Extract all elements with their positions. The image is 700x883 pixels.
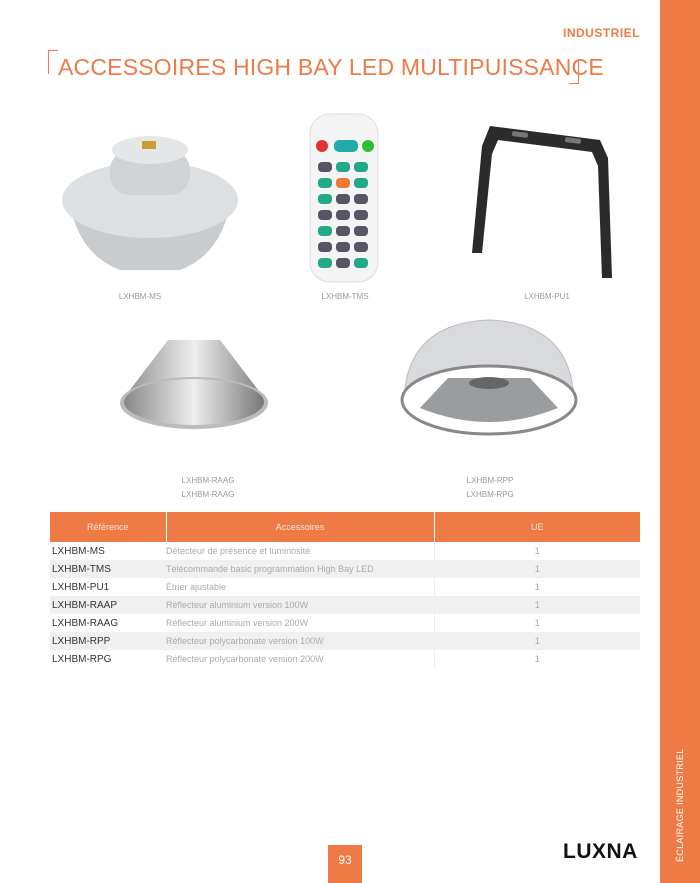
bracket-image: [460, 118, 620, 283]
table-row: [50, 650, 640, 668]
caption-line: LXHBM-RAAG: [181, 490, 235, 499]
caption-line: LXHBM-RAAG: [181, 476, 235, 485]
table-row: [50, 560, 640, 578]
accessories-table: [50, 512, 640, 668]
cell-ref: LXHBM-TMS: [50, 560, 166, 578]
page-number: 93: [328, 845, 362, 883]
table-row: [50, 614, 640, 632]
table-row: [50, 632, 640, 650]
cell-ref: LXHBM-RPP: [50, 632, 166, 650]
caption-line: LXHBM-RPG: [466, 490, 514, 499]
table-row: [50, 596, 640, 614]
luxna-logo: LUXNA: [563, 840, 638, 863]
cell-ue: 1: [434, 614, 640, 632]
cell-ue: 1: [434, 542, 640, 560]
polycarbonate-reflector-image: [398, 318, 580, 448]
table-header: [50, 512, 640, 542]
title-bracket: [48, 50, 58, 74]
cell-ref: LXHBM-RAAP: [50, 596, 166, 614]
cell-acc: Télécommande basic programmation High Bay LED: [166, 560, 434, 578]
cell-ue: 1: [434, 596, 640, 614]
header-reference: Référence: [50, 512, 166, 542]
section-label: INDUSTRIEL: [563, 26, 640, 40]
cell-acc: Réflecteur aluminium version 200W: [166, 618, 309, 628]
remote-image: [308, 112, 380, 284]
cell-ue: 1: [434, 650, 640, 668]
header-ue: UE: [434, 512, 640, 542]
cell-acc: Réflecteur polycarbonate version 200W: [166, 654, 324, 664]
product-caption: LXHBM-PU1: [524, 292, 570, 301]
product-caption: [138, 474, 278, 502]
table-row: [50, 578, 640, 596]
cell-ue: 1: [434, 578, 640, 596]
side-label: ÉCLAIRAGE INDUSTRIEL: [675, 748, 685, 862]
header-accessories: Accessoires: [166, 512, 434, 542]
page-title: ACCESSOIRES HIGH BAY LED MULTIPUISSANCE: [58, 54, 604, 80]
product-caption: LXHBM-MS: [118, 292, 162, 301]
cell-ref: LXHBM-MS: [52, 545, 105, 557]
cell-ref: LXHBM-RPG: [52, 653, 112, 665]
cell-ue: 1: [434, 632, 640, 650]
product-caption: LXHBM-TMS: [321, 292, 369, 301]
product-caption: [420, 474, 560, 502]
cell-acc: Réflecteur polycarbonate version 100W: [166, 632, 434, 650]
cell-acc: Réflecteur aluminium version 100W: [166, 596, 434, 614]
cell-ref: LXHBM-RAAG: [52, 617, 119, 629]
cell-ue: 1: [434, 560, 640, 578]
cell-ref: LXHBM-PU1: [52, 581, 110, 593]
cell-acc: Détecteur de présence et luminosité: [166, 546, 311, 556]
caption-line: LXHBM-RPP: [466, 476, 514, 485]
table-row: [50, 542, 640, 560]
aluminium-reflector-image: [118, 335, 270, 435]
sensor-image: [60, 125, 240, 275]
cell-acc: Étrier ajustable: [166, 582, 227, 592]
